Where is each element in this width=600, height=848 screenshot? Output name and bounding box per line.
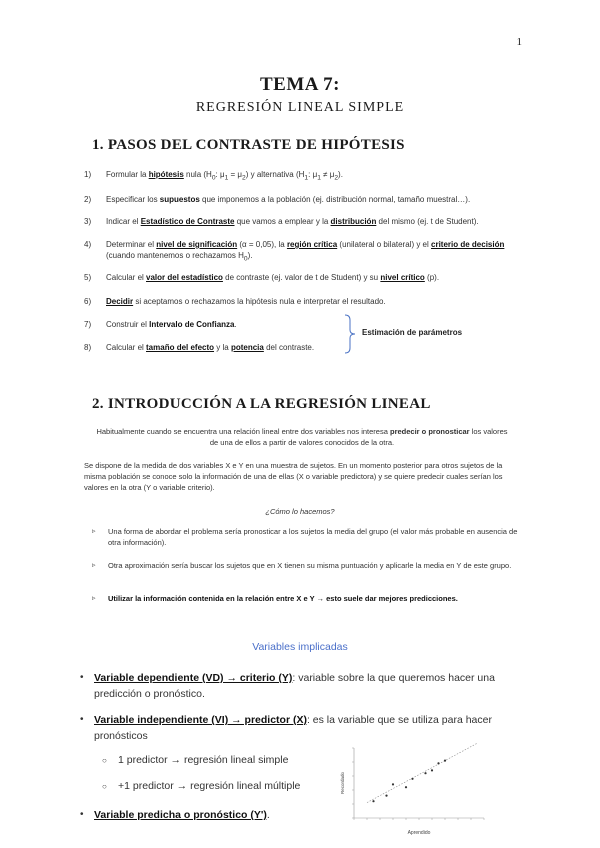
list-item: ▹ Otra aproximación sería buscar los sujetos que en X tienen su misma puntuación y aplicarle la media en Y de este grupo. xyxy=(92,561,512,570)
step-3: 3) Indicar el Estadístico de Contraste que vamos a emplear y la distribución del mismo (ej. t de Student). xyxy=(84,217,479,226)
bullet-icon: • xyxy=(80,809,84,820)
scatter-chart xyxy=(338,742,488,838)
data-point xyxy=(437,762,439,764)
page-subtitle: REGRESIÓN LINEAL SIMPLE xyxy=(195,100,405,115)
intro-paragraph: Habitualmente cuando se encuentra una relación lineal entre dos variables nos interesa predecir o pronosticar los valores de una de ellos a partir de valores conocidos de la otra. xyxy=(96,427,508,447)
data-point xyxy=(372,800,374,802)
data-point xyxy=(405,786,407,788)
list-item: ▹ Una forma de abordar el problema sería pronosticar a los sujetos la media del grupo (el valor más probable en ausencia de otra información). xyxy=(92,527,518,547)
step-5: 5) Calcular el valor del estadístico de contraste (ej. valor de t de Student) y su nivel crítico (p). xyxy=(84,273,440,282)
step-number: 2) xyxy=(84,195,92,204)
vi-item: • Variable independiente (VI) → predictor (X): es la variable que se utiliza para hacer pronósticos xyxy=(80,714,492,742)
y-axis-label: Recordado xyxy=(340,771,345,795)
section-1-heading: 1. PASOS DEL CONTRASTE DE HIPÓTESIS xyxy=(92,137,405,153)
arrow-bullet-icon: ▹ xyxy=(92,562,96,569)
estimation-label: Estimación de parámetros xyxy=(362,328,463,337)
step-number: 4) xyxy=(84,240,92,249)
x-axis-label: Aprendido xyxy=(407,830,431,836)
question-text: ¿Cómo lo hacemos? xyxy=(265,507,335,516)
section-2-heading: 2. INTRODUCCIÓN A LA REGRESIÓN LINEAL xyxy=(92,396,431,412)
step-number: 3) xyxy=(84,217,92,226)
step-1: 1) Formular la hipótesis nula ($H_0$: $\mu_1 = \mu_2$) y alternativa ($H_1$: $\mu_1 \ne \mu_2$). xyxy=(84,170,343,182)
step-number: 8) xyxy=(84,343,92,352)
data-point xyxy=(444,760,446,762)
list-item: ▹ Utilizar la información contenida en la relación entre X e Y → esto suele dar mejores predicciones. xyxy=(92,594,458,603)
page-number: 1 xyxy=(516,36,522,48)
step-2: 2) Especificar los supuestos que imponemos a la población (ej. distribución normal, tamaño muestral…). xyxy=(84,195,471,204)
step-number: 1) xyxy=(84,170,92,179)
data-point xyxy=(385,795,387,797)
vd-item: • Variable dependiente (VD) → criterio (Y): variable sobre la que queremos hacer una predicción o pronóstico. xyxy=(80,672,495,700)
context-paragraph: Se dispone de la medida de dos variables X e Y en una muestra de sujetos. En un momento posterior para otros sujetos de la misma población se conoce solo la información de una de ellas (X o variable predictora) y se quiere predecir cuales serían los valores en la otra (Y o variable criterio). xyxy=(84,461,503,492)
step-number: 6) xyxy=(84,297,92,306)
page-title: TEMA 7: xyxy=(259,74,341,95)
variables-heading: Variables implicadas xyxy=(252,641,348,653)
step-number: 7) xyxy=(84,320,92,329)
step-number: 5) xyxy=(84,273,92,282)
bullet-icon: • xyxy=(80,714,84,725)
step-4: 4) Determinar el nivel de significación (α = 0,05), la región crítica (unilateral o bilateral) y el criterio de decisión (cuando mantenemos o rechazamos $H_0$). xyxy=(84,240,505,263)
trend-line xyxy=(367,743,478,803)
arrow-bullet-icon: ▹ xyxy=(92,595,96,602)
bullet-icon: • xyxy=(80,672,84,683)
data-point xyxy=(411,778,413,780)
step-6: 6) Decidir si aceptamos o rechazamos la hipótesis nula e interpretar el resultado. xyxy=(84,297,386,306)
circle-bullet-icon: ○ xyxy=(102,756,107,765)
step-7: 7) Construir el Intervalo de Confianza. xyxy=(84,320,237,329)
data-point xyxy=(431,769,433,771)
data-point xyxy=(392,783,394,785)
arrow-bullet-icon: ▹ xyxy=(92,528,96,535)
curly-brace xyxy=(344,314,356,354)
vp-item: • Variable predicha o pronóstico (Y'). xyxy=(80,809,270,821)
step-8: 8) Calcular el tamaño del efecto y la potencia del contraste. xyxy=(84,343,315,352)
circle-bullet-icon: ○ xyxy=(102,782,107,791)
data-point xyxy=(424,772,426,774)
sub-item-simple: ○ 1 predictor → regresión lineal simple xyxy=(102,754,289,766)
sub-item-multiple: ○ +1 predictor → regresión lineal múltiple xyxy=(102,780,301,792)
